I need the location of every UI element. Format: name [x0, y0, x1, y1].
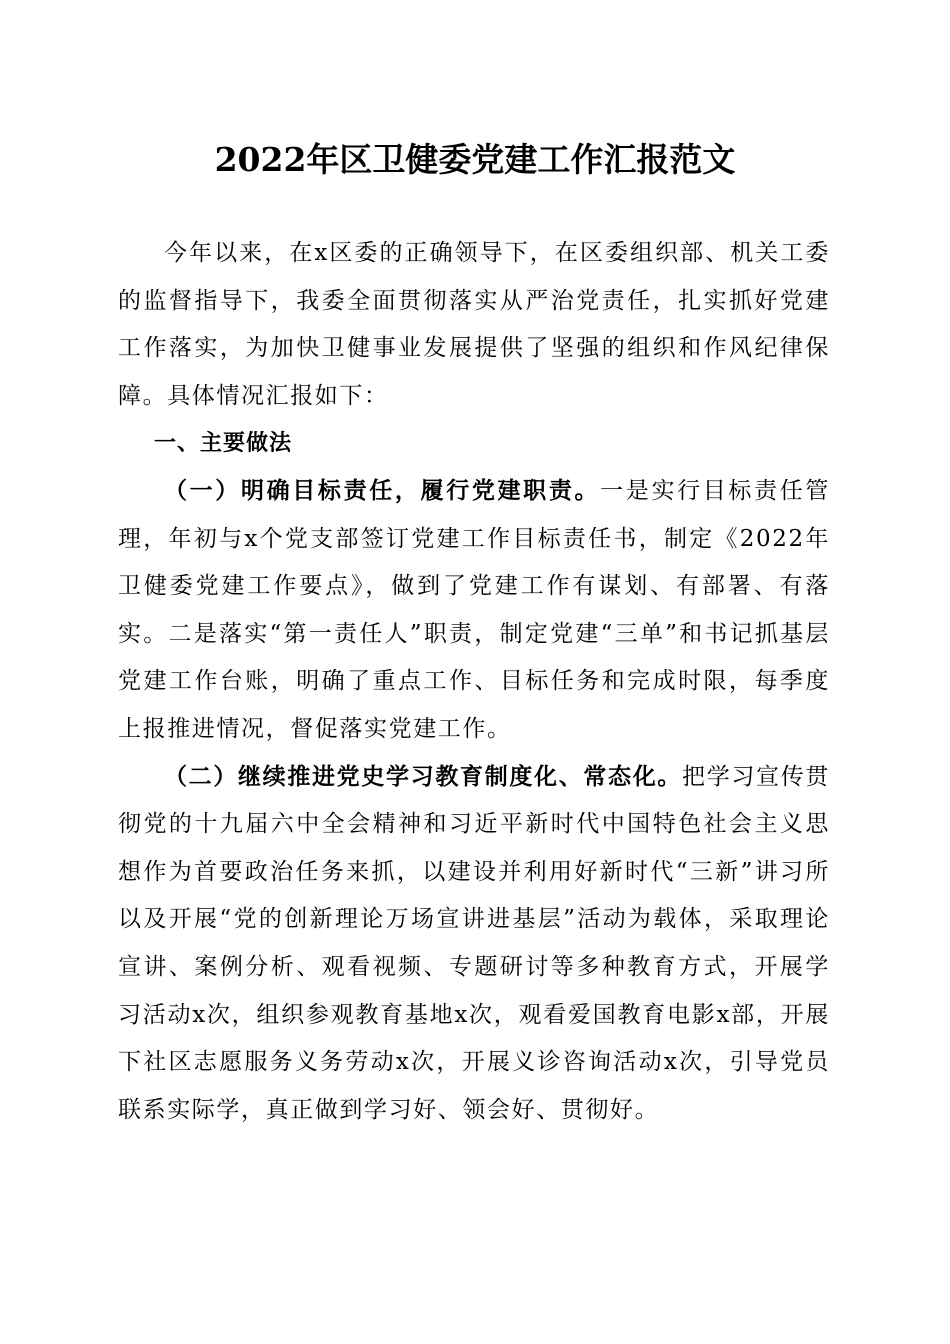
intro-paragraph: 今年以来，在x区委的正确领导下，在区委组织部、机关工委的监督指导下，我委全面贯彻落实从严治党责任，扎实抓好党建工作落实，为加快卫健事业发展提供了坚强的组织和作风纪律保障。具体情况汇报如下：: [118, 240, 830, 409]
item-one-lead: （一）明确目标责任，履行党建职责。: [164, 477, 601, 504]
item-two-paragraph: [118, 754, 830, 1135]
item-two-text: 把学习宣传贯彻党的十九届六中全会精神和习近平新时代中国特色社会主义思想作为首要政治任务来抓，以建设并利用好新时代“三新”讲习所以及开展“党的创新理论万场宣讲进基层”活动为载体，采取理论宣讲、案例分析、观看视频、专题研讨等多种教育方式，开展学习活动x次，组织参观教育基地x次，观看爱国教育电影x部，开展下社区志愿服务义务劳动x次，开展义诊咨询活动x次，引导党员联系实际学，真正做到学习好、领会好、贯彻好。: [118, 763, 830, 1123]
item-one-text: 一是实行目标责任管理，年初与x个党支部签订党建工作目标责任书，制定《2022年卫健委党建工作要点》，做到了党建工作有谋划、有部署、有落实。二是落实“第一责任人”职责，制定党建“三单”和书记抓基层党建工作台账，明确了重点工作、目标任务和完成时限，每季度上报推进情况，督促落实党建工作。: [118, 477, 831, 742]
section-heading-main-practices: 一、主要做法: [154, 431, 293, 457]
document-title: 2022年区卫健委党建工作汇报范文: [214, 140, 736, 179]
item-two-lead: （二）继续推进党史学习教育制度化、常态化。: [164, 763, 683, 790]
document-body: [118, 230, 830, 1134]
item-one-paragraph: [118, 468, 830, 754]
